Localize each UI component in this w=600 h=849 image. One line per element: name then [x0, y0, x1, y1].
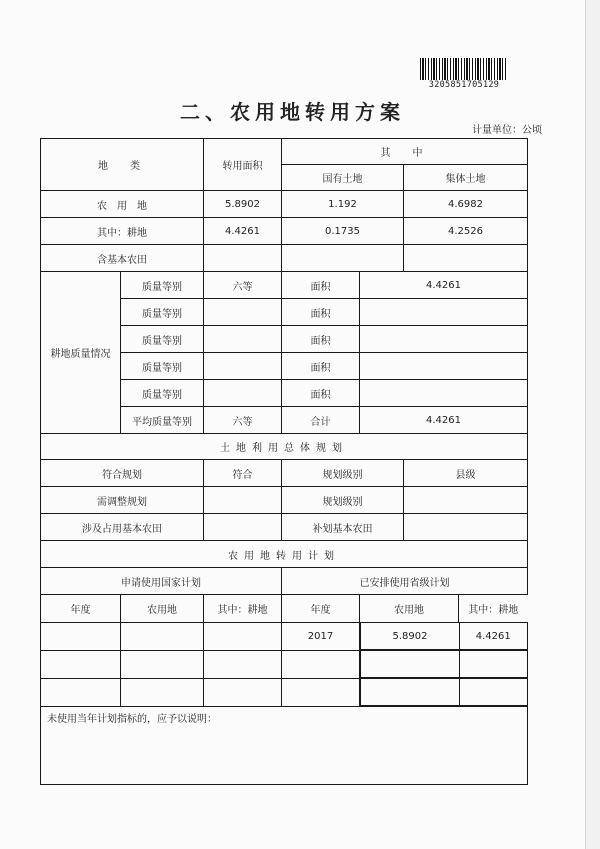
conforms-value: 符合 [204, 460, 282, 487]
quality-area-value [360, 353, 528, 380]
national-agri-header: 农用地 [121, 595, 204, 623]
unit-label: 计量单位：公顷 [472, 125, 542, 136]
quality-area-value: 4.4261 [360, 272, 528, 299]
national-agri [121, 622, 204, 650]
quality-total-label: 合计 [282, 407, 360, 434]
page-title: 二、农用地转用方案 [180, 100, 405, 124]
provincial-agri [361, 651, 460, 678]
quality-area-label: 面积 [282, 326, 360, 353]
provincial-agri: 5.8902 [361, 623, 460, 650]
level-value: 县级 [404, 460, 528, 487]
provincial-header-split [360, 595, 528, 623]
national-year [41, 650, 121, 678]
occupy-label: 涉及占用基本农田 [41, 514, 204, 541]
national-plan-label: 申请使用国家计划 [41, 568, 282, 595]
header-state-land: 国有土地 [282, 165, 404, 191]
adjust-value [204, 487, 282, 514]
provincial-year [282, 678, 360, 707]
national-arable [204, 650, 282, 678]
provincial-row-split [360, 650, 528, 678]
national-arable [204, 678, 282, 707]
note-cell [41, 707, 528, 785]
header-converted-area: 转用面积 [204, 139, 282, 191]
national-year [41, 622, 121, 650]
provincial-arable-header: 其中：耕地 [468, 605, 519, 616]
quality-grade-label: 质量等别 [121, 380, 204, 407]
agri-collective: 4.6982 [404, 191, 528, 218]
quality-grade-label: 质量等别 [121, 326, 204, 353]
quality-grade-value [204, 299, 282, 326]
agri-area: 5.8902 [204, 191, 282, 218]
row-label-arable: 其中：耕地 [41, 218, 204, 245]
quality-area-label: 面积 [282, 272, 360, 299]
header-collective-land: 集体土地 [404, 165, 528, 191]
supplement-label: 补划基本农田 [282, 514, 404, 541]
provincial-year: 2017 [282, 622, 360, 650]
provincial-agri [361, 679, 460, 706]
barcode-image [420, 58, 508, 80]
quality-avg-label: 平均质量等别 [121, 407, 204, 434]
header-land-type: 地 类 [41, 139, 204, 191]
arable-area: 4.4261 [204, 218, 282, 245]
occupy-value [204, 514, 282, 541]
provincial-arable [460, 679, 528, 706]
national-year-header: 年度 [41, 595, 121, 623]
quality-grade-value: 六等 [204, 272, 282, 299]
provincial-year-header: 年度 [282, 595, 360, 623]
quality-total-value: 4.4261 [360, 407, 528, 434]
arable-state: 0.1735 [282, 218, 404, 245]
conversion-section-title: 农用地转用计划 [41, 541, 528, 568]
provincial-agri-header: 农用地 [360, 595, 459, 622]
quality-area-value [360, 380, 528, 407]
supplement-value [404, 514, 528, 541]
quality-grade-label: 质量等别 [121, 353, 204, 380]
quality-grade-value [204, 353, 282, 380]
basic-farmland-area [204, 245, 282, 272]
agri-state: 1.192 [282, 191, 404, 218]
national-agri [121, 650, 204, 678]
provincial-plan-label: 已安排使用省级计划 [282, 568, 528, 595]
provincial-row-split [360, 678, 528, 707]
quality-grade-value [204, 326, 282, 353]
quality-avg-value: 六等 [204, 407, 282, 434]
level-label: 规划级别 [282, 460, 404, 487]
adjust-level-value [404, 487, 528, 514]
provincial-row-split [360, 622, 528, 650]
note-text: 未使用当年计划指标的，应予以说明： [47, 714, 217, 725]
quality-area-value [360, 299, 528, 326]
quality-group-label: 耕地质量情况 [41, 272, 121, 434]
conversion-plan-table [40, 138, 528, 785]
provincial-year [282, 650, 360, 678]
basic-farmland-collective [404, 245, 528, 272]
national-arable-header: 其中：耕地 [204, 595, 282, 623]
header-of-which: 其 中 [282, 139, 528, 165]
national-arable [204, 622, 282, 650]
conforms-label: 符合规划 [41, 460, 204, 487]
adjust-level-label: 规划级别 [282, 487, 404, 514]
basic-farmland-state [282, 245, 404, 272]
planning-section-title: 土地利用总体规划 [41, 434, 528, 460]
quality-area-label: 面积 [282, 380, 360, 407]
barcode-number: 3205851705129 [428, 80, 500, 90]
quality-grade-label: 质量等别 [121, 272, 204, 299]
quality-area-label: 面积 [282, 299, 360, 326]
quality-grade-label: 质量等别 [121, 299, 204, 326]
provincial-arable [460, 651, 528, 678]
quality-area-label: 面积 [282, 353, 360, 380]
national-year [41, 678, 121, 707]
adjust-label: 需调整规划 [41, 487, 204, 514]
arable-collective: 4.2526 [404, 218, 528, 245]
row-label-basic-farmland: 含基本农田 [41, 245, 204, 272]
provincial-arable: 4.4261 [460, 623, 528, 650]
national-agri [121, 678, 204, 707]
quality-grade-value [204, 380, 282, 407]
row-label-agri: 农 用 地 [41, 191, 204, 218]
quality-area-value [360, 326, 528, 353]
